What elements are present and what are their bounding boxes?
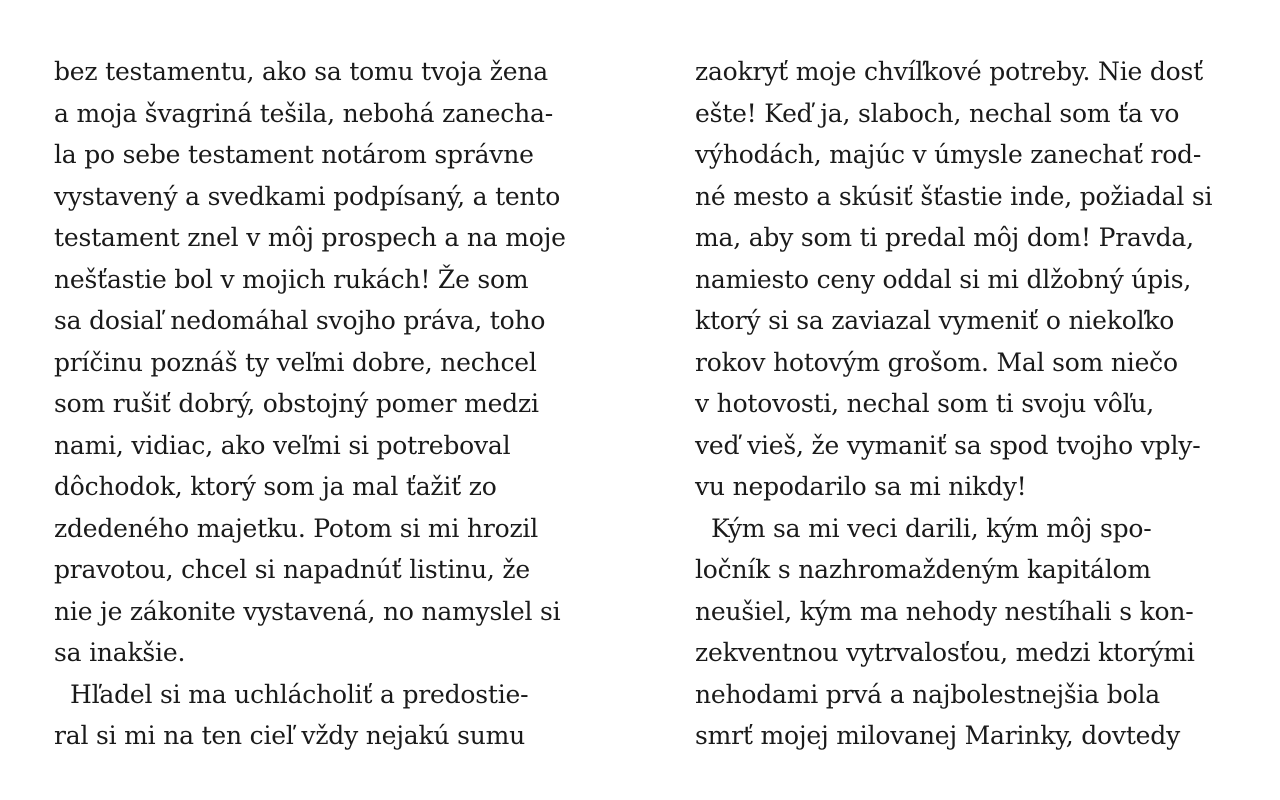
text-line: výhodách, majúc v úmysle zanechať rod- [695,140,1202,169]
text-line: zekventnou vytrvalosťou, medzi ktorými [695,638,1195,667]
paragraph-start-line: Hľadel si ma uchlácholiť a predostie- [70,679,529,709]
text-line: sa dosiaľ nedomáhal svojho práva, toho [54,306,546,335]
text-line: ločník s nazhromaždeným kapitálom [695,555,1151,584]
text-line: rokov hotovým grošom. Mal som niečo [695,347,1178,377]
text-line: nehodami prvá a najbolestnejšia bola [695,679,1160,709]
text-line: namiesto ceny oddal si mi dlžobný úpis, [695,264,1192,294]
text-line: sa inakšie. [54,638,186,667]
paragraph-start-line: Kým sa mi veci darili, kým môj spo- [711,513,1152,543]
text-line: v hotovosti, nechal som ti svoju vôľu, [695,389,1155,418]
text-line: ešte! Keď ja, slaboch, nechal som ťa vo [695,98,1180,128]
text-line: veď vieš, že vymaniť sa spod tvojho vply- [695,430,1201,460]
text-line: bez testamentu, ako sa tomu tvoja žena [54,57,548,86]
text-line: vu nepodarilo sa mi nikdy! [695,472,1027,501]
text-line: la po sebe testament notárom správne [54,140,534,169]
text-line: pravotou, chcel si napadnúť listinu, že [54,555,530,584]
text-line: a moja švagriná tešila, nebohá zanecha- [54,98,553,128]
text-line: nie je zákonite vystavená, no namyslel si [54,596,561,626]
text-line: ktorý si sa zaviazal vymeniť o niekoľko [695,306,1175,335]
text-line: vystavený a svedkami podpísaný, a tento [54,181,561,211]
text-line: zdedeného majetku. Potom si mi hrozil [54,513,539,543]
left-text-column [54,51,614,757]
right-text-column [695,51,1255,757]
text-line: neušiel, kým ma nehody nestíhali s kon- [695,596,1194,626]
text-line: nami, vidiac, ako veľmi si potreboval [54,430,511,460]
text-line: testament znel v môj prospech a na moje [54,223,566,252]
text-line: zaokryť moje chvíľkové potreby. Nie dosť [695,57,1203,86]
text-line: né mesto a skúsiť šťastie inde, požiadal si [695,181,1213,211]
text-line: príčinu poznáš ty veľmi dobre, nechcel [54,347,537,377]
text-line: smrť mojej milovanej Marinky, dovtedy [695,721,1180,750]
text-line: som rušiť dobrý, obstojný pomer medzi [54,389,539,418]
text-line: nešťastie bol v mojich rukách! Že som [54,264,529,294]
text-line: ral si mi na ten cieľ vždy nejakú sumu [54,721,526,750]
text-line: dôchodok, ktorý som ja mal ťažiť zo [54,472,497,501]
text-line: ma, aby som ti predal môj dom! Pravda, [695,223,1194,252]
